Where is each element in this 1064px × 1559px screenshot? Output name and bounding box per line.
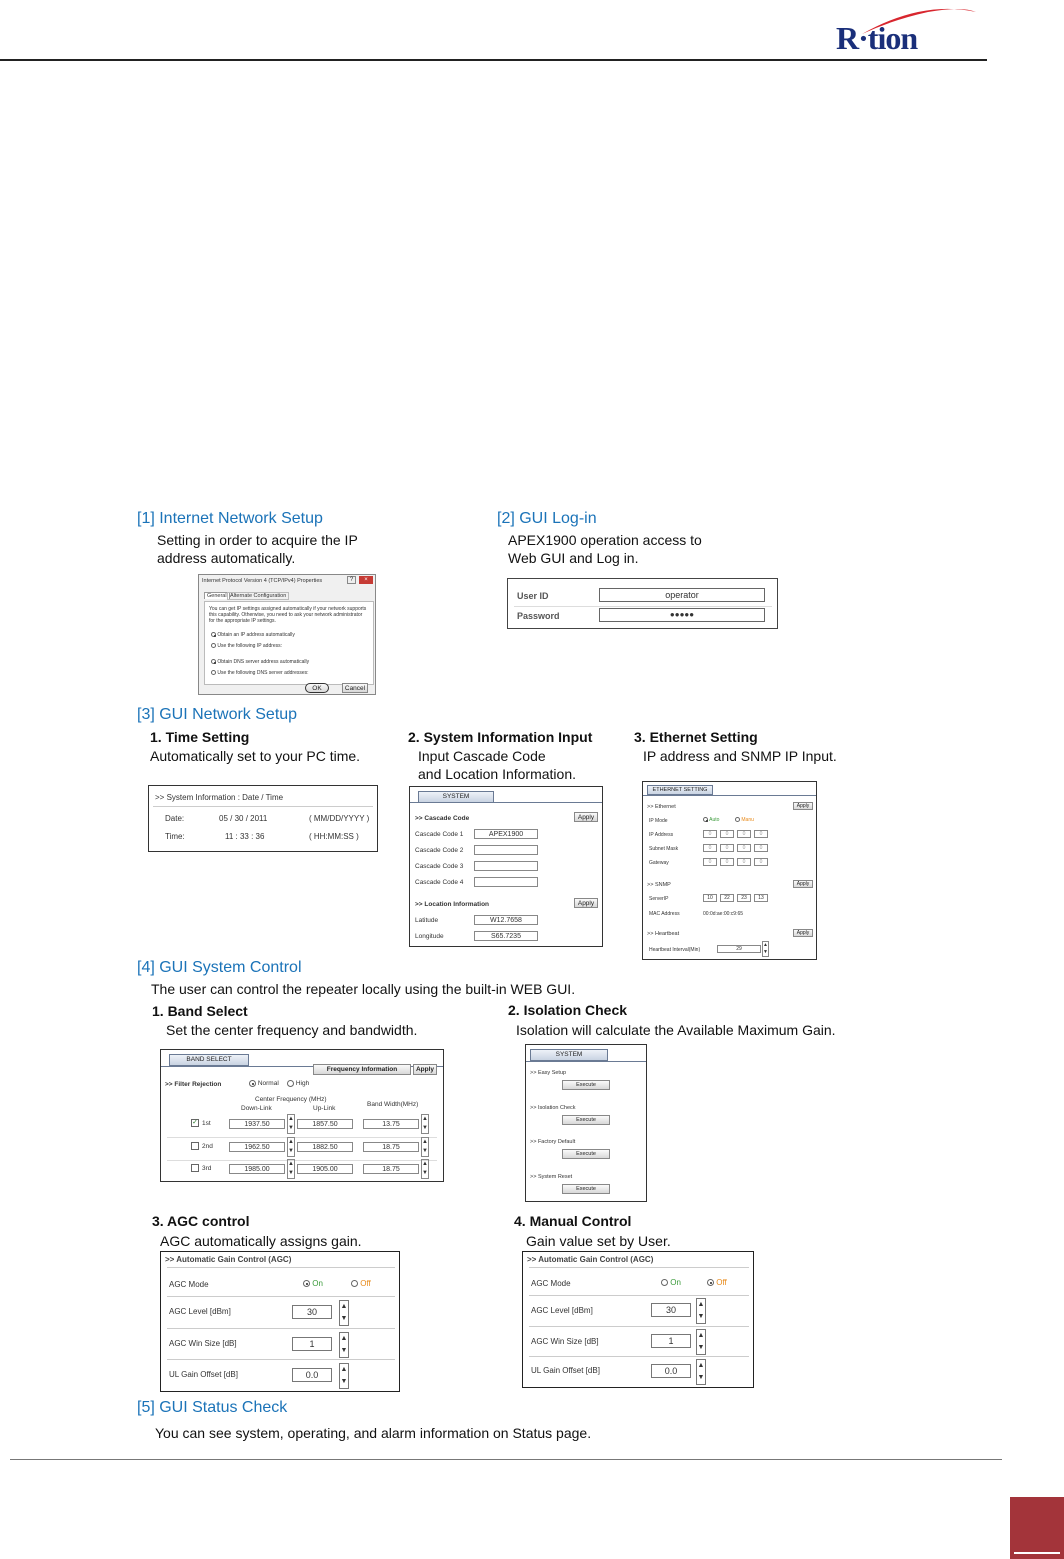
section-5-desc: You can see system, operating, and alarm information on Status page. [155,1425,592,1441]
filter-high-radio[interactable]: High [287,1080,309,1087]
date-value: 05 / 30 / 2011 [219,814,268,823]
manual-ul-gain-offset-spinner[interactable]: ▲ ▼ [696,1359,706,1385]
gateway-label: Gateway [649,860,669,866]
manual-panel-title: >> Automatic Gain Control (AGC) [527,1255,654,1264]
snmp-title: >> SNMP [647,882,671,888]
gateway-octet-2[interactable]: 0 [720,858,734,866]
isolation-check-label: >> Isolation Check [530,1105,576,1111]
band-2-downlink-spinner[interactable]: ▲ ▼ [287,1137,295,1157]
ok-button[interactable]: OK [305,683,329,693]
radio-obtain-ip[interactable]: Obtain an IP address automatically [211,632,295,638]
footer-rule [10,1459,1002,1460]
heartbeat-apply-button[interactable]: Apply [793,929,813,937]
date-format: ( MM/DD/YYYY ) [309,814,370,823]
manual-divider-3 [529,1356,749,1357]
tab-alternate-configuration[interactable]: Alternate Configuration [227,592,289,600]
manual-agc-mode-label: AGC Mode [531,1279,571,1288]
system-info-title: 2. System Information Input [408,729,593,745]
agc-level-spinner[interactable]: ▲ ▼ [339,1300,349,1326]
time-divider [153,806,373,807]
band-2-uplink-input[interactable]: 1882.50 [297,1142,353,1152]
manual-control-title: 4. Manual Control [514,1213,632,1229]
cascade-code-2-label: Cascade Code 2 [415,847,464,854]
cascade-code-title: >> Cascade Code [415,815,470,822]
agc-panel [160,1251,400,1392]
subnet-octet-2[interactable]: 0 [720,844,734,852]
time-setting-desc: Automatically set to your PC time. [150,748,361,764]
agc-level-label: AGC Level [dBm] [169,1307,231,1316]
manual-ul-gain-offset-input[interactable]: 0.0 [651,1364,691,1378]
ip-octet-2[interactable]: 0 [720,830,734,838]
cascade-code-1-input[interactable]: APEX1900 [474,829,538,839]
latitude-input[interactable]: W12.7658 [474,915,538,925]
band-1-checkbox[interactable]: ✓ [192,1119,198,1126]
up-link-header: Up-Link [313,1105,336,1112]
subnet-octet-4[interactable]: 0 [754,844,768,852]
section-2-heading: [2] GUI Log-in [497,510,597,527]
dialog-desc-1: You can get IP settings assigned automatically if your network supports [209,606,367,612]
ipv4-properties-dialog [198,574,376,695]
frequency-information-button[interactable]: Frequency Information [313,1064,411,1075]
ethernet-panel [642,781,817,960]
band-3-checkbox[interactable] [191,1164,199,1172]
manual-divider-2 [529,1326,749,1327]
agc-win-size-input[interactable]: 1 [292,1337,332,1351]
latitude-label: Latitude [415,917,439,924]
agc-control-title: 3. AGC control [152,1213,250,1229]
ul-gain-offset-label: UL Gain Offset [dB] [169,1370,238,1379]
band-3-label: 3rd [202,1165,212,1172]
eth-tab-underline [643,795,816,796]
ip-mode-label: IP Mode [649,818,668,824]
section-2-text-1: APEX1900 operation access to [508,532,702,548]
agc-win-size-spinner[interactable]: ▲ ▼ [339,1332,349,1358]
server-ip-octet-3[interactable]: 23 [737,894,751,902]
band-1-downlink-input[interactable]: 1937.50 [229,1119,285,1129]
section-1-text-1: Setting in order to acquire the IP [157,532,358,548]
time-setting-title: 1. Time Setting [150,729,250,745]
page-number-box [1010,1497,1064,1559]
band-3-downlink-input[interactable]: 1985.00 [229,1164,285,1174]
band-row-divider-2 [167,1160,437,1161]
time-panel [148,785,378,852]
time-label: Time: [165,832,185,841]
help-icon[interactable]: ? [347,576,356,584]
system-info-panel [409,786,603,947]
band-select-panel [160,1049,444,1182]
radio-obtain-dns[interactable]: Obtain DNS server address automatically [211,659,309,665]
manual-control-desc: Gain value set by User. [526,1233,671,1249]
easy-setup-label: >> Easy Setup [530,1070,567,1076]
header-rule [0,59,987,61]
manual-agc-win-size-input[interactable]: 1 [651,1334,691,1348]
agc-mode-off-radio[interactable]: Off [351,1279,371,1288]
manual-agc-level-spinner[interactable]: ▲ ▼ [696,1298,706,1324]
filter-rejection-label: >> Filter Rejection [165,1081,222,1088]
ethernet-apply-button[interactable]: Apply [793,802,813,810]
radio-use-dns[interactable]: Use the following DNS server addresses: [211,670,309,676]
cascade-apply-button[interactable]: Apply [574,812,598,822]
cascade-code-3-input[interactable] [474,861,538,871]
system-info-desc-2: and Location Information. [418,766,576,782]
snmp-apply-button[interactable]: Apply [793,880,813,888]
band-1-downlink-spinner[interactable]: ▲ ▼ [287,1114,295,1134]
section-3-heading: [3] GUI Network Setup [137,706,298,723]
cascade-code-2-input[interactable] [474,845,538,855]
ip-mode-auto-radio[interactable]: Auto [703,817,719,823]
agc-control-desc: AGC automatically assigns gain. [160,1233,362,1249]
agc-win-size-label: AGC Win Size [dB] [169,1339,237,1348]
subnet-octet-1[interactable]: 0 [703,844,717,852]
manual-agc-level-input[interactable]: 30 [651,1303,691,1317]
general-tab-panel [204,601,374,685]
filter-normal-radio[interactable]: Normal [249,1080,279,1087]
manual-agc-mode-on-radio[interactable]: On [661,1278,681,1287]
band-select-title: 1. Band Select [152,1003,248,1019]
heartbeat-interval-input[interactable]: 29 [717,945,761,953]
heartbeat-interval-label: Heartbeat Interval(Min) [649,947,701,953]
tab-underline [410,802,602,803]
band-3-bandwidth-input[interactable]: 18.75 [363,1164,419,1174]
agc-panel-title: >> Automatic Gain Control (AGC) [165,1255,292,1264]
password-label: Password [517,611,560,621]
easy-setup-execute-button[interactable]: Execute [562,1080,610,1090]
system-reset-execute-button[interactable]: Execute [562,1184,610,1194]
band-apply-button[interactable]: Apply [413,1064,437,1075]
cascade-code-4-label: Cascade Code 4 [415,879,464,886]
agc-title-divider [167,1267,395,1268]
gateway-octet-1[interactable]: 0 [703,858,717,866]
section-1-heading: [1] Internet Network Setup [137,510,323,527]
factory-default-execute-button[interactable]: Execute [562,1149,610,1159]
isolation-check-title: 2. Isolation Check [508,1002,628,1018]
server-ip-octet-4[interactable]: 13 [754,894,768,902]
manual-agc-mode-off-radio[interactable]: Off [707,1278,727,1287]
ethernet-setting-desc: IP address and SNMP IP Input. [643,748,837,764]
user-id-label: User ID [517,591,549,601]
password-input[interactable]: ●●●●● [599,608,765,622]
date-label: Date: [165,814,185,823]
cancel-button[interactable]: Cancel [342,683,368,693]
time-value: 11 : 33 : 36 [225,832,265,841]
gateway-octet-3[interactable]: 0 [737,858,751,866]
ul-gain-offset-spinner[interactable]: ▲ ▼ [339,1363,349,1389]
manual-title-divider [529,1267,749,1268]
longitude-input[interactable]: S65.7235 [474,931,538,941]
band-2-bandwidth-input[interactable]: 18.75 [363,1142,419,1152]
tab-general[interactable]: General [204,592,230,599]
cascade-code-4-input[interactable] [474,877,538,887]
manual-agc-win-size-label: AGC Win Size [dB] [531,1337,599,1346]
section-5-heading: [5] GUI Status Check [137,1399,288,1416]
iso-tab-underline [526,1061,646,1062]
location-apply-button[interactable]: Apply [574,898,598,908]
page-number-box-line [1014,1552,1060,1554]
agc-mode-label: AGC Mode [169,1280,209,1289]
subnet-octet-3[interactable]: 0 [737,844,751,852]
manual-divider-1 [529,1295,749,1296]
band-1-bandwidth-spinner[interactable]: ▲ ▼ [421,1114,429,1134]
section-4-heading: [4] GUI System Control [137,959,302,976]
tab-ethernet-setting[interactable]: ETHERNET SETTING [647,785,713,795]
system-info-desc-1: Input Cascade Code [418,748,546,764]
manual-agc-level-label: AGC Level [dBm] [531,1306,593,1315]
heartbeat-spinner[interactable]: ▲ ▼ [763,942,768,955]
down-link-header: Down-Link [241,1105,272,1112]
band-1-label: 1st [202,1120,211,1127]
ip-mode-manu-radio[interactable]: Manu [735,817,754,823]
cascade-code-3-label: Cascade Code 3 [415,863,464,870]
gateway-octet-4[interactable]: 0 [754,858,768,866]
band-2-checkbox[interactable] [191,1142,199,1150]
agc-divider-1 [167,1296,395,1297]
section-2-text-2: Web GUI and Log in. [508,550,639,566]
server-ip-octet-1[interactable]: 10 [703,894,717,902]
mac-address-label: MAC Address [649,911,680,917]
band-3-uplink-input[interactable]: 1905.00 [297,1164,353,1174]
ethernet-title: >> Ethernet [647,804,676,810]
isolation-panel [525,1044,647,1202]
server-ip-octet-2[interactable]: 22 [720,894,734,902]
ethernet-setting-title: 3. Ethernet Setting [634,729,758,745]
login-panel [507,578,778,629]
band-3-downlink-spinner[interactable]: ▲ ▼ [287,1159,295,1179]
close-icon[interactable]: × [359,576,373,584]
logo-text: R·tion [836,20,918,56]
heartbeat-title: >> Heartbeat [647,931,680,937]
dialog-desc-3: for the appropriate IP settings. [209,618,276,624]
cascade-code-1-label: Cascade Code 1 [415,831,464,838]
longitude-label: Longitude [415,933,444,940]
ip-octet-1[interactable]: 0 [703,830,717,838]
ip-octet-4[interactable]: 0 [754,830,768,838]
dialog-title: Internet Protocol Version 4 (TCP/IPv4) Properties [202,578,323,584]
band-2-label: 2nd [202,1143,213,1150]
tab-system[interactable]: SYSTEM [418,791,494,803]
login-divider [514,606,772,607]
section-4-intro: The user can control the repeater locally using the built-in WEB GUI. [151,981,576,997]
tab-band-select[interactable]: BAND SELECT [169,1054,249,1066]
band-2-downlink-input[interactable]: 1962.50 [229,1142,285,1152]
factory-default-label: >> Factory Default [530,1139,576,1145]
ip-octet-3[interactable]: 0 [737,830,751,838]
system-reset-label: >> System Reset [530,1174,573,1180]
isolation-check-execute-button[interactable]: Execute [562,1115,610,1125]
mac-address-value: 00:0d:ae:00:c9:65 [703,911,744,917]
ip-address-label: IP Address [649,832,674,838]
band-1-bandwidth-input[interactable]: 13.75 [363,1119,419,1129]
band-width-header: Band Width(MHz) [367,1101,419,1108]
band-3-bandwidth-spinner[interactable]: ▲ ▼ [421,1159,429,1179]
ul-gain-offset-input[interactable]: 0.0 [292,1368,332,1382]
band-2-bandwidth-spinner[interactable]: ▲ ▼ [421,1137,429,1157]
subnet-mask-label: Subnet Mask [649,846,679,852]
manual-agc-win-size-spinner[interactable]: ▲ ▼ [696,1329,706,1355]
manual-panel [522,1251,754,1388]
center-frequency-header: Center Frequency (MHz) [255,1096,327,1103]
band-1-uplink-input[interactable]: 1857.50 [297,1119,353,1129]
server-ip-label: ServerIP [649,896,669,902]
tab-system-iso[interactable]: SYSTEM [530,1049,608,1061]
time-panel-title: >> System Information : Date / Time [155,793,284,802]
isolation-check-desc: Isolation will calculate the Available Maximum Gain. [516,1022,836,1038]
user-id-input[interactable]: operator [599,588,765,602]
section-1-text-2: address automatically. [157,550,296,566]
agc-divider-2 [167,1328,395,1329]
agc-level-input[interactable]: 30 [292,1305,332,1319]
manual-ul-gain-offset-label: UL Gain Offset [dB] [531,1366,600,1375]
band-select-desc: Set the center frequency and bandwidth. [166,1022,418,1038]
band-row-divider-1 [167,1137,437,1138]
company-logo [832,4,980,56]
agc-divider-3 [167,1359,395,1360]
agc-mode-on-radio[interactable]: On [303,1279,323,1288]
time-format: ( HH:MM:SS ) [309,832,359,841]
dialog-desc-2: this capability. Otherwise, you need to ask your network administrator [209,612,363,618]
radio-use-ip[interactable]: Use the following IP address: [211,643,282,649]
location-title: >> Location Information [415,901,490,908]
